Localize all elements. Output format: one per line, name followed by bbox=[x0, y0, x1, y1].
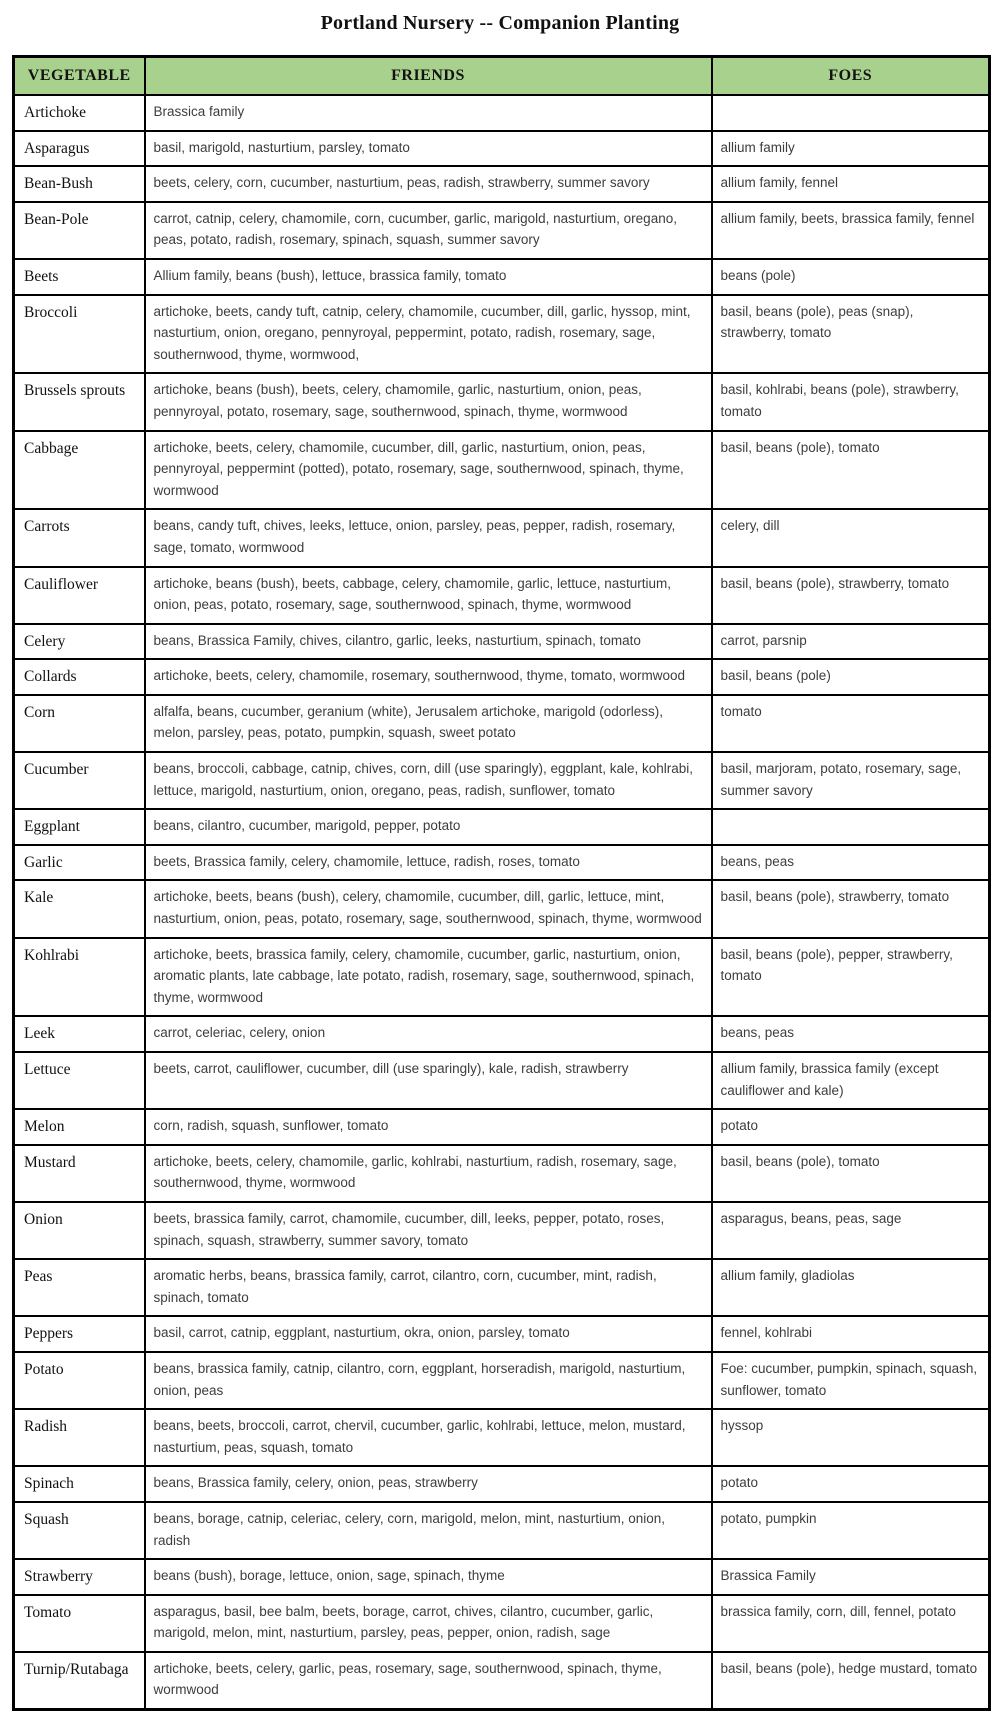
vegetable-cell: Tomato bbox=[14, 1595, 145, 1652]
table-row bbox=[14, 1316, 990, 1352]
table-row bbox=[14, 373, 990, 430]
friends-cell: artichoke, beans (bush), beets, cabbage, celery, chamomile, garlic, lettuce, nasturtium, onion, peas, potato, rosemary, sage, southernwood, spinach, thyme, wormwood bbox=[145, 567, 712, 624]
foes-cell: fennel, kohlrabi bbox=[712, 1316, 990, 1352]
foes-cell: celery, dill bbox=[712, 509, 990, 566]
foes-cell: asparagus, beans, peas, sage bbox=[712, 1202, 990, 1259]
vegetable-cell: Peppers bbox=[14, 1316, 145, 1352]
vegetable-cell: Brussels sprouts bbox=[14, 373, 145, 430]
friends-cell: artichoke, beets, celery, chamomile, garlic, kohlrabi, nasturtium, radish, rosemary, sage, southernwood, thyme, wormwood bbox=[145, 1145, 712, 1202]
vegetable-cell: Cauliflower bbox=[14, 567, 145, 624]
foes-cell: beans (pole) bbox=[712, 259, 990, 295]
foes-cell: basil, beans (pole), strawberry, tomato bbox=[712, 880, 990, 937]
table-row bbox=[14, 567, 990, 624]
vegetable-cell: Beets bbox=[14, 259, 145, 295]
friends-cell: beans, broccoli, cabbage, catnip, chives, corn, dill (use sparingly), eggplant, kale, kohlrabi, lettuce, marigold, nasturtium, onion, oregano, peas, radish, sunflower, tomato bbox=[145, 752, 712, 809]
table-row bbox=[14, 752, 990, 809]
friends-cell: corn, radish, squash, sunflower, tomato bbox=[145, 1109, 712, 1145]
friends-cell: beans, cilantro, cucumber, marigold, pepper, potato bbox=[145, 809, 712, 845]
friends-cell: artichoke, beans (bush), beets, celery, chamomile, garlic, nasturtium, onion, peas, pennyroyal, potato, rosemary, sage, southernwood, spinach, thyme, wormwood bbox=[145, 373, 712, 430]
friends-cell: artichoke, beets, celery, chamomile, cucumber, dill, garlic, nasturtium, onion, peas, pennyroyal, peppermint (potted), potato, rosemary, sage, southernwood, spinach, thyme, wormwood bbox=[145, 431, 712, 510]
table-row bbox=[14, 880, 990, 937]
vegetable-cell: Potato bbox=[14, 1352, 145, 1409]
vegetable-cell: Squash bbox=[14, 1502, 145, 1559]
foes-cell: brassica family, corn, dill, fennel, potato bbox=[712, 1595, 990, 1652]
friends-cell: basil, marigold, nasturtium, parsley, tomato bbox=[145, 131, 712, 167]
vegetable-cell: Mustard bbox=[14, 1145, 145, 1202]
vegetable-cell: Turnip/Rutabaga bbox=[14, 1652, 145, 1710]
table-row bbox=[14, 1409, 990, 1466]
foes-cell: basil, beans (pole) bbox=[712, 659, 990, 695]
column-header-vegetable: VEGETABLE bbox=[14, 57, 145, 96]
foes-cell: allium family bbox=[712, 131, 990, 167]
table-row bbox=[14, 1259, 990, 1316]
vegetable-cell: Broccoli bbox=[14, 295, 145, 374]
vegetable-cell: Celery bbox=[14, 624, 145, 660]
friends-cell: beans, beets, broccoli, carrot, chervil, cucumber, garlic, kohlrabi, lettuce, melon, mustard, nasturtium, peas, squash, tomato bbox=[145, 1409, 712, 1466]
vegetable-cell: Bean-Pole bbox=[14, 202, 145, 259]
table-row bbox=[14, 1466, 990, 1502]
table-row bbox=[14, 259, 990, 295]
vegetable-cell: Strawberry bbox=[14, 1559, 145, 1595]
column-header-foes: FOES bbox=[712, 57, 990, 96]
table-row bbox=[14, 695, 990, 752]
foes-cell: basil, beans (pole), tomato bbox=[712, 1145, 990, 1202]
table-row bbox=[14, 1652, 990, 1710]
friends-cell: beans, Brassica Family, chives, cilantro, garlic, leeks, nasturtium, spinach, tomato bbox=[145, 624, 712, 660]
friends-cell: beans, candy tuft, chives, leeks, lettuce, onion, parsley, peas, pepper, radish, rosemary, sage, tomato, wormwood bbox=[145, 509, 712, 566]
foes-cell: basil, kohlrabi, beans (pole), strawberry, tomato bbox=[712, 373, 990, 430]
table-row bbox=[14, 1145, 990, 1202]
table-row bbox=[14, 624, 990, 660]
friends-cell: asparagus, basil, bee balm, beets, borage, carrot, chives, cilantro, cucumber, garlic, marigold, melon, mint, nasturtium, parsley, peas, pepper, onion, radish, sage bbox=[145, 1595, 712, 1652]
friends-cell: beets, celery, corn, cucumber, nasturtium, peas, radish, strawberry, summer savory bbox=[145, 166, 712, 202]
table-row bbox=[14, 202, 990, 259]
friends-cell: artichoke, beets, candy tuft, catnip, celery, chamomile, cucumber, dill, garlic, hyssop, mint, nasturtium, onion, oregano, pennyroyal, peppermint, potato, radish, rosemary, sage, southernwood, thyme, wormwood, bbox=[145, 295, 712, 374]
vegetable-cell: Peas bbox=[14, 1259, 145, 1316]
foes-cell: basil, beans (pole), pepper, strawberry, tomato bbox=[712, 938, 990, 1017]
friends-cell: basil, carrot, catnip, eggplant, nasturtium, okra, onion, parsley, tomato bbox=[145, 1316, 712, 1352]
foes-cell bbox=[712, 95, 990, 131]
vegetable-cell: Lettuce bbox=[14, 1052, 145, 1109]
table-row bbox=[14, 938, 990, 1017]
table-row bbox=[14, 509, 990, 566]
foes-cell: beans, peas bbox=[712, 845, 990, 881]
vegetable-cell: Leek bbox=[14, 1016, 145, 1052]
table-header bbox=[14, 57, 990, 96]
table-row bbox=[14, 1595, 990, 1652]
friends-cell: beets, carrot, cauliflower, cucumber, dill (use sparingly), kale, radish, strawberry bbox=[145, 1052, 712, 1109]
vegetable-cell: Garlic bbox=[14, 845, 145, 881]
table-row bbox=[14, 1052, 990, 1109]
table-row bbox=[14, 95, 990, 131]
vegetable-cell: Cucumber bbox=[14, 752, 145, 809]
foes-cell: beans, peas bbox=[712, 1016, 990, 1052]
table-row bbox=[14, 166, 990, 202]
foes-cell: potato, pumpkin bbox=[712, 1502, 990, 1559]
friends-cell: alfalfa, beans, cucumber, geranium (white), Jerusalem artichoke, marigold (odorless), melon, parsley, peas, potato, pumpkin, squash, sweet potato bbox=[145, 695, 712, 752]
table-row bbox=[14, 809, 990, 845]
table-row bbox=[14, 1016, 990, 1052]
foes-cell: Foe: cucumber, pumpkin, spinach, squash, sunflower, tomato bbox=[712, 1352, 990, 1409]
table-row bbox=[14, 845, 990, 881]
table-row bbox=[14, 431, 990, 510]
friends-cell: artichoke, beets, brassica family, celery, chamomile, cucumber, garlic, nasturtium, onion, aromatic plants, late cabbage, late potato, radish, rosemary, sage, southernwood, spinach, thyme, wormwood bbox=[145, 938, 712, 1017]
foes-cell: carrot, parsnip bbox=[712, 624, 990, 660]
friends-cell: beans, borage, catnip, celeriac, celery, corn, marigold, melon, mint, nasturtium, onion, radish bbox=[145, 1502, 712, 1559]
vegetable-cell: Bean-Bush bbox=[14, 166, 145, 202]
vegetable-cell: Collards bbox=[14, 659, 145, 695]
vegetable-cell: Cabbage bbox=[14, 431, 145, 510]
foes-cell bbox=[712, 809, 990, 845]
foes-cell: allium family, beets, brassica family, fennel bbox=[712, 202, 990, 259]
foes-cell: potato bbox=[712, 1109, 990, 1145]
vegetable-cell: Onion bbox=[14, 1202, 145, 1259]
foes-cell: allium family, fennel bbox=[712, 166, 990, 202]
header-row bbox=[14, 57, 990, 96]
friends-cell: artichoke, beets, celery, chamomile, rosemary, southernwood, thyme, tomato, wormwood bbox=[145, 659, 712, 695]
foes-cell: basil, beans (pole), strawberry, tomato bbox=[712, 567, 990, 624]
table-row bbox=[14, 1502, 990, 1559]
vegetable-cell: Kale bbox=[14, 880, 145, 937]
foes-cell: allium family, brassica family (except cauliflower and kale) bbox=[712, 1052, 990, 1109]
friends-cell: artichoke, beets, beans (bush), celery, chamomile, cucumber, dill, garlic, lettuce, mint, nasturtium, onion, peas, potato, rosemary, sage, southernwood, spinach, thyme, wormwood bbox=[145, 880, 712, 937]
table-body bbox=[14, 95, 990, 1710]
table-row bbox=[14, 1109, 990, 1145]
foes-cell: potato bbox=[712, 1466, 990, 1502]
table-row bbox=[14, 1202, 990, 1259]
friends-cell: artichoke, beets, celery, garlic, peas, rosemary, sage, southernwood, spinach, thyme, wormwood bbox=[145, 1652, 712, 1710]
column-header-friends: FRIENDS bbox=[145, 57, 712, 96]
vegetable-cell: Spinach bbox=[14, 1466, 145, 1502]
friends-cell: beans, Brassica family, celery, onion, peas, strawberry bbox=[145, 1466, 712, 1502]
foes-cell: basil, marjoram, potato, rosemary, sage, summer savory bbox=[712, 752, 990, 809]
foes-cell: basil, beans (pole), peas (snap), strawberry, tomato bbox=[712, 295, 990, 374]
foes-cell: hyssop bbox=[712, 1409, 990, 1466]
friends-cell: beets, Brassica family, celery, chamomile, lettuce, radish, roses, tomato bbox=[145, 845, 712, 881]
vegetable-cell: Asparagus bbox=[14, 131, 145, 167]
companion-planting-table bbox=[12, 55, 991, 1711]
foes-cell: basil, beans (pole), tomato bbox=[712, 431, 990, 510]
foes-cell: Brassica Family bbox=[712, 1559, 990, 1595]
vegetable-cell: Corn bbox=[14, 695, 145, 752]
friends-cell: carrot, celeriac, celery, onion bbox=[145, 1016, 712, 1052]
friends-cell: carrot, catnip, celery, chamomile, corn, cucumber, garlic, marigold, nasturtium, oregano, peas, potato, radish, rosemary, spinach, squash, summer savory bbox=[145, 202, 712, 259]
vegetable-cell: Radish bbox=[14, 1409, 145, 1466]
vegetable-cell: Kohlrabi bbox=[14, 938, 145, 1017]
friends-cell: beets, brassica family, carrot, chamomile, cucumber, dill, leeks, pepper, potato, roses, spinach, squash, strawberry, summer savory, tomato bbox=[145, 1202, 712, 1259]
foes-cell: tomato bbox=[712, 695, 990, 752]
vegetable-cell: Eggplant bbox=[14, 809, 145, 845]
table-row bbox=[14, 1352, 990, 1409]
friends-cell: beans, brassica family, catnip, cilantro, corn, eggplant, horseradish, marigold, nasturtium, onion, peas bbox=[145, 1352, 712, 1409]
vegetable-cell: Melon bbox=[14, 1109, 145, 1145]
friends-cell: beans (bush), borage, lettuce, onion, sage, spinach, thyme bbox=[145, 1559, 712, 1595]
table-row bbox=[14, 131, 990, 167]
friends-cell: Brassica family bbox=[145, 95, 712, 131]
friends-cell: aromatic herbs, beans, brassica family, carrot, cilantro, corn, cucumber, mint, radish, spinach, tomato bbox=[145, 1259, 712, 1316]
foes-cell: basil, beans (pole), hedge mustard, tomato bbox=[712, 1652, 990, 1710]
table-row bbox=[14, 659, 990, 695]
vegetable-cell: Carrots bbox=[14, 509, 145, 566]
table-row bbox=[14, 295, 990, 374]
table-row bbox=[14, 1559, 990, 1595]
page-title: Portland Nursery -- Companion Planting bbox=[320, 12, 680, 34]
friends-cell: Allium family, beans (bush), lettuce, brassica family, tomato bbox=[145, 259, 712, 295]
vegetable-cell: Artichoke bbox=[14, 95, 145, 131]
foes-cell: allium family, gladiolas bbox=[712, 1259, 990, 1316]
